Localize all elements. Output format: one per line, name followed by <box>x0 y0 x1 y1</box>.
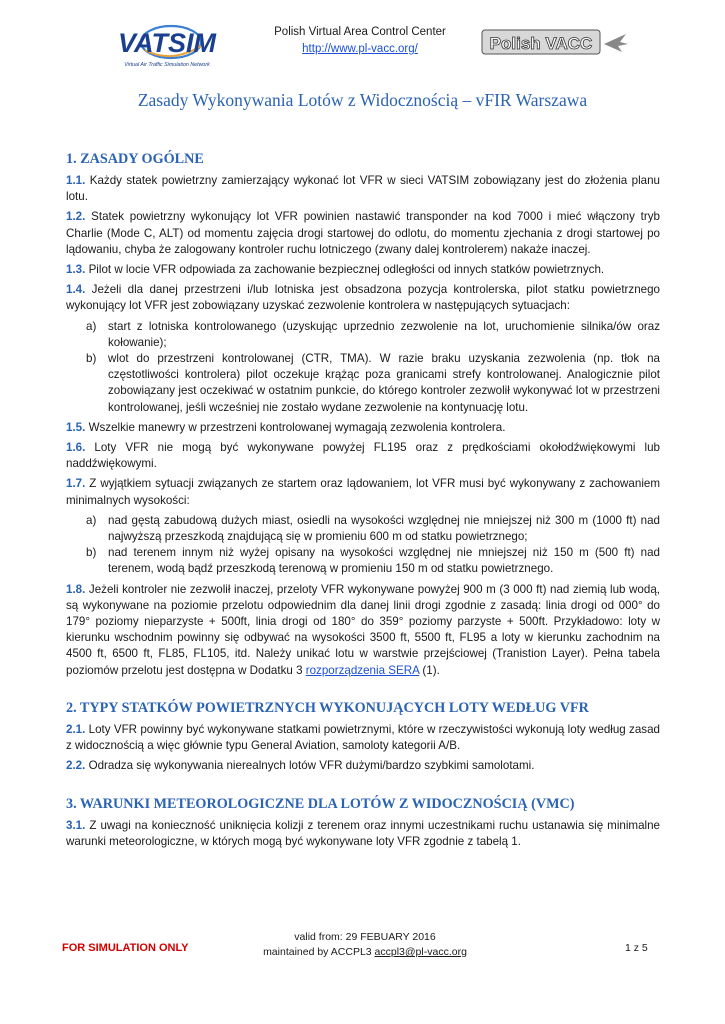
list-marker: b) <box>86 352 97 366</box>
paragraph-number: 1.5. <box>66 420 86 434</box>
list-marker: a) <box>86 513 97 527</box>
page-title: Zasady Wykonywania Lotów z Widocznością – vFIR Warszawa <box>137 90 588 110</box>
vatsim-logo <box>105 20 230 75</box>
org-url-link[interactable]: http://www.pl-vacc.org/ <box>302 43 418 55</box>
vatsim-logo-text: VATSIM <box>118 28 216 58</box>
maintained-prefix: maintained by ACCPL3 <box>263 946 375 958</box>
list-marker: a) <box>86 319 97 333</box>
list-item <box>86 513 660 545</box>
polish-vacc-logo-text: Polish VACC <box>489 34 593 53</box>
valid-from: valid from: 29 FEBUARY 2016 <box>294 931 436 943</box>
paragraph-text: Odradza się wykonywania nierealnych lotów VFR dużymi/bardzo szybkimi samolotami. <box>85 759 535 773</box>
paragraph-number: 1.4. <box>66 283 86 297</box>
header-org <box>245 24 475 58</box>
paragraph <box>66 476 660 508</box>
paragraph <box>66 440 660 472</box>
page-footer <box>0 930 725 970</box>
section-gap <box>66 683 660 699</box>
paragraph-text: Loty VFR powinny być wykonywane statkami powietrznymi, które w rzeczywistości wykonują loty według zasad z widocznością a więc głównie typu General Aviation, samoloty kategorii A/B. <box>66 722 660 753</box>
paragraph <box>66 173 660 205</box>
paragraph-number: 2.1. <box>66 722 86 736</box>
section-heading: 1. ZASADY OGÓLNE <box>66 151 204 167</box>
list-item-text: wlot do przestrzeni kontrolowanej (CTR, TMA). W razie braku uzyskania zezwolenia (np. tłok na częstotliwości kontrolera) pilot oczekuje krążąc poza granicami strefy kontrolowanej. Analogicznie pilot zobowiązany jest oczekiwać w ostatnim punkcie, do którego kontroler zezwolił wykonywać lot w przestrzeni kontrolowanej, jeśli wcześniej nie zostało wydane zezwolenie na kontynuację lotu. <box>108 352 660 414</box>
paragraph <box>66 420 660 436</box>
list-item <box>86 351 660 416</box>
list-item <box>86 545 660 577</box>
list-item-text: nad terenem innym niż wyżej opisany na wysokości względnej nie mniejszej niż 150 m (500 ft) nad terenem, wodą bądź przeszkodą terenową w promieniu 150 m od statku powietrznego. <box>108 546 660 576</box>
paragraph-text: Pilot w locie VFR odpowiada za zachowanie bezpiecznej odległości od innych statków powietrznych. <box>85 263 605 277</box>
page-number: 1 z 5 <box>625 942 648 954</box>
paragraph-number: 2.2. <box>66 759 86 773</box>
paragraph <box>66 722 660 754</box>
vatsim-tagline: Virtual Air Traffic Simulation Network <box>124 62 210 68</box>
footer-info <box>245 930 485 960</box>
paragraph-text-tail: (1). <box>419 663 440 677</box>
paragraph <box>66 818 660 850</box>
paragraph <box>66 282 660 314</box>
maintainer-email-link[interactable]: accpl3@pl-vacc.org <box>374 946 467 958</box>
org-name: Polish Virtual Area Control Center <box>274 26 446 38</box>
section-heading: 2. TYPY STATKÓW POWIETRZNYCH WYKONUJĄCYCH LOTY WEDŁUG VFR <box>66 699 589 716</box>
maintained-by <box>245 945 485 960</box>
page-header <box>0 18 725 68</box>
polish-vacc-logo <box>480 22 630 62</box>
paragraph-text: Loty VFR nie mogą być wykonywane powyżej FL195 oraz z prędkościami okołodźwiękowymi lub naddźwiękowymi. <box>66 441 660 471</box>
sera-regulation-link[interactable]: rozporządzenia SERA <box>305 663 420 677</box>
paragraph-number: 1.8. <box>66 582 86 596</box>
paragraph-text: Jeżeli kontroler nie zezwolił inaczej, przeloty VFR wykonywane powyżej 900 m (3 000 ft) nad ziemią lub wodą, są wykonywane na poziomie przelotu odpowiednim dla danej linii drogi zgodnie z zasadą: linia drogi od 000° do 179° poziomy nieparzyste + 500ft, linia drogi od 180° do 359° poziomy parzyste + 500ft. Przykładowo: loty w kierunku wschodnim powinny się odbywać na wysokości 3500 ft, 5500 ft, FL95 a loty w kierunku zachodnim na 4500 ft, 6500 ft, FL85, FL105, itd. Należy unikać lotu w warstwie przejściowej (Tranistion Layer). Pełna tabela poziomów przelotu jest dostępna w Dodatku 3 <box>66 582 660 677</box>
paragraph <box>66 262 660 278</box>
list-item-text: nad gęstą zabudową dużych miast, osiedli na wysokości względnej nie mniejszej niż 300 m (1000 ft) nad najwyższą przeszkodą znajdującą się w promieniu 600 m od statku powietrznego; <box>108 513 660 544</box>
paragraph-text: Z uwagi na konieczność uniknięcia kolizji z terenem oraz innymi uczestnikami ruchu ustanawia się minimalne warunki meteorologiczne, w których mogą być wykonywane loty VFR zgodnie z tabelą 1. <box>66 818 660 848</box>
simulation-only-label: FOR SIMULATION ONLY <box>62 942 189 954</box>
section-heading: 3. WARUNKI METEOROLOGICZNE DLA LOTÓW Z WIDOCZNOŚCIĄ (VMC) <box>66 795 575 812</box>
paragraph-number: 3.1. <box>66 818 86 832</box>
paragraph-text: Statek powietrzny wykonujący lot VFR powinien nastawić transponder na kod 7000 i mieć włączony tryb Charlie (Mode C, ALT) od momentu zajęcia drogi startowej do odlotu, do momentu zjechania z drogi startowej po lądowaniu, chyba że zalogowany kontroler ruchu lotniczego (zwany dalej kontrolerem) nakaże inaczej. <box>66 210 660 256</box>
document-body <box>66 150 660 854</box>
list-item-text: start z lotniska kontrolowanego (uzyskując uprzednio zezwolenie na lot, uruchomienie silnika/ów oraz kołowanie); <box>108 319 660 349</box>
section-gap <box>66 779 660 795</box>
paragraph-number: 1.3. <box>66 263 86 277</box>
paragraph-text: Jeżeli dla danej przestrzeni i/lub lotniska jest obsadzona pozycja kontrolerska, pilot statku powietrznego wykonujący lot VFR jest zobowiązany uzyskać zezwolenie kontrolera w następujących sytuacjach: <box>66 283 660 313</box>
list-marker: b) <box>86 546 97 560</box>
paragraph-number: 1.2. <box>66 210 86 224</box>
paragraph <box>66 758 660 774</box>
paragraph <box>66 582 660 679</box>
paragraph-text: Z wyjątkiem sytuacji związanych ze startem oraz lądowaniem, lot VFR musi być wykonywany z zachowaniem minimalnych wysokości: <box>66 477 660 507</box>
paragraph-text: Wszelkie manewry w przestrzeni kontrolowanej wymagają zezwolenia kontrolera. <box>85 420 506 434</box>
list-item <box>86 319 660 351</box>
paragraph <box>66 209 660 258</box>
paragraph-text: Każdy statek powietrzny zamierzający wykonać lot VFR w sieci VATSIM zobowiązany jest do złożenia planu lotu. <box>66 174 660 204</box>
paragraph-number: 1.6. <box>66 441 86 455</box>
paragraph-number: 1.7. <box>66 477 86 491</box>
airplane-icon <box>604 34 628 52</box>
paragraph-number: 1.1. <box>66 174 86 187</box>
